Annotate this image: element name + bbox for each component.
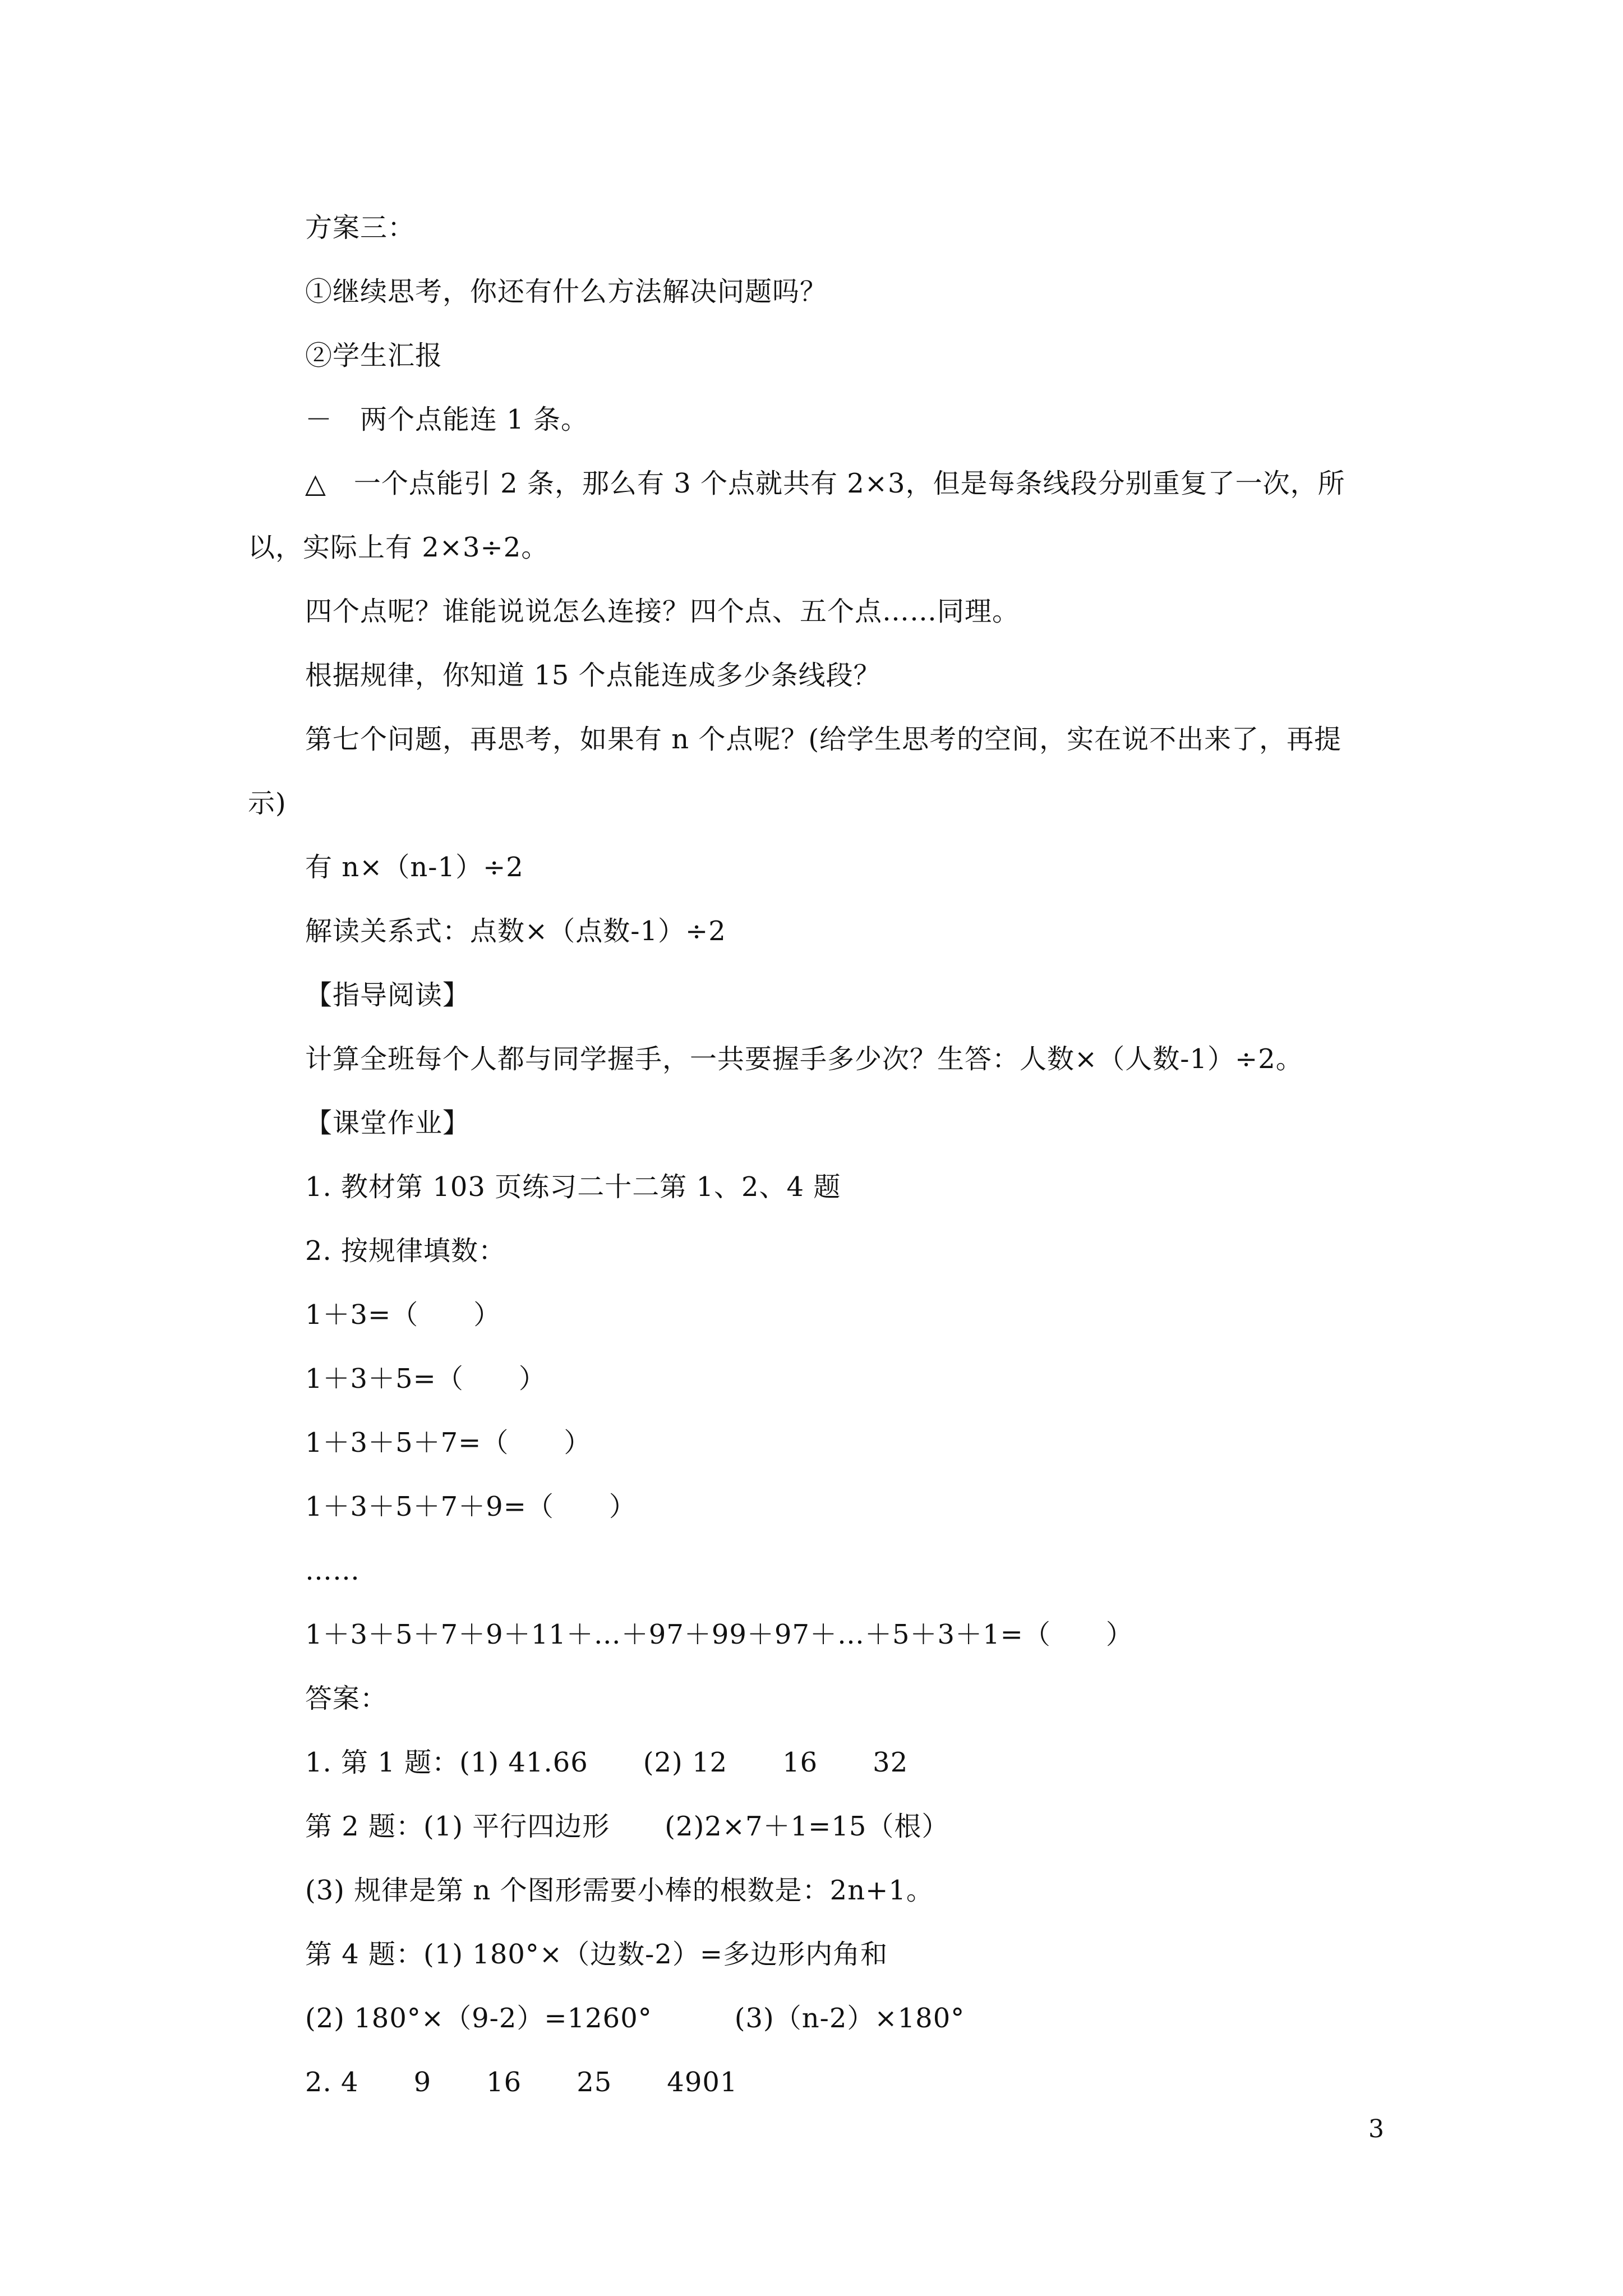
text-line: 答案： [305, 1683, 388, 1714]
page-number: 3 [1368, 2115, 1384, 2143]
text-line: 第 2 题：(1) 平行四边形 (2)2×7＋1=15（根） [305, 1811, 949, 1842]
text-line: ②学生汇报 [305, 340, 443, 371]
text-line: 1. 第 1 题：(1) 41.66 (2) 12 16 32 [305, 1747, 909, 1778]
text-line: 四个点呢？谁能说说怎么连接？四个点、五个点……同理。 [305, 596, 1020, 627]
text-line: 有 n×（n-1）÷2 [305, 852, 524, 883]
text-line: 计算全班每个人都与同学握手，一共要握手多少次？生答：人数×（人数-1）÷2。 [305, 1043, 1303, 1075]
text-line: 1＋3＋5＋7＋9=（ ） [305, 1491, 637, 1522]
text-line: － 两个点能连 1 条。 [305, 404, 589, 435]
text-line: 1＋3＋5=（ ） [305, 1363, 546, 1395]
text-line: 示) [248, 788, 287, 819]
text-line: 第七个问题，再思考，如果有 n 个点呢？(给学生思考的空间，实在说不出来了，再提 [305, 724, 1342, 755]
section-heading: 【课堂作业】 [305, 1107, 471, 1139]
section-heading: 【指导阅读】 [305, 979, 471, 1011]
text-line: ①继续思考，你还有什么方法解决问题吗？ [305, 276, 828, 307]
text-line: 1. 教材第 103 页练习二十二第 1、2、4 题 [305, 1171, 841, 1203]
text-line: 1＋3＋5＋7＋9＋11＋…＋97＋99＋97＋…＋5＋3＋1=（ ） [305, 1619, 1133, 1650]
text-line: 根据规律，你知道 15 个点能连成多少条线段？ [305, 660, 881, 691]
text-line: 1＋3=（ ） [305, 1299, 501, 1331]
text-line: 第 4 题：(1) 180°×（边数-2）=多边形内角和 [305, 1939, 888, 1970]
text-line: 解读关系式：点数×（点数-1）÷2 [305, 915, 726, 947]
text-line: (2) 180°×（9-2）=1260° (3)（n-2）×180° [305, 2003, 965, 2034]
text-line: 方案三： [305, 212, 416, 243]
text-line: …… [305, 1555, 360, 1586]
text-line: 2. 4 9 16 25 4901 [305, 2067, 738, 2098]
text-line: 1＋3＋5＋7=（ ） [305, 1427, 592, 1458]
text-line: 2. 按规律填数： [305, 1235, 506, 1267]
text-line: 以，实际上有 2×3÷2。 [248, 532, 549, 563]
text-line: (3) 规律是第 n 个图形需要小棒的根数是：2n+1。 [305, 1875, 934, 1906]
text-line: △ 一个点能引 2 条，那么有 3 个点就共有 2×3，但是每条线段分别重复了一次，所 [305, 468, 1345, 499]
